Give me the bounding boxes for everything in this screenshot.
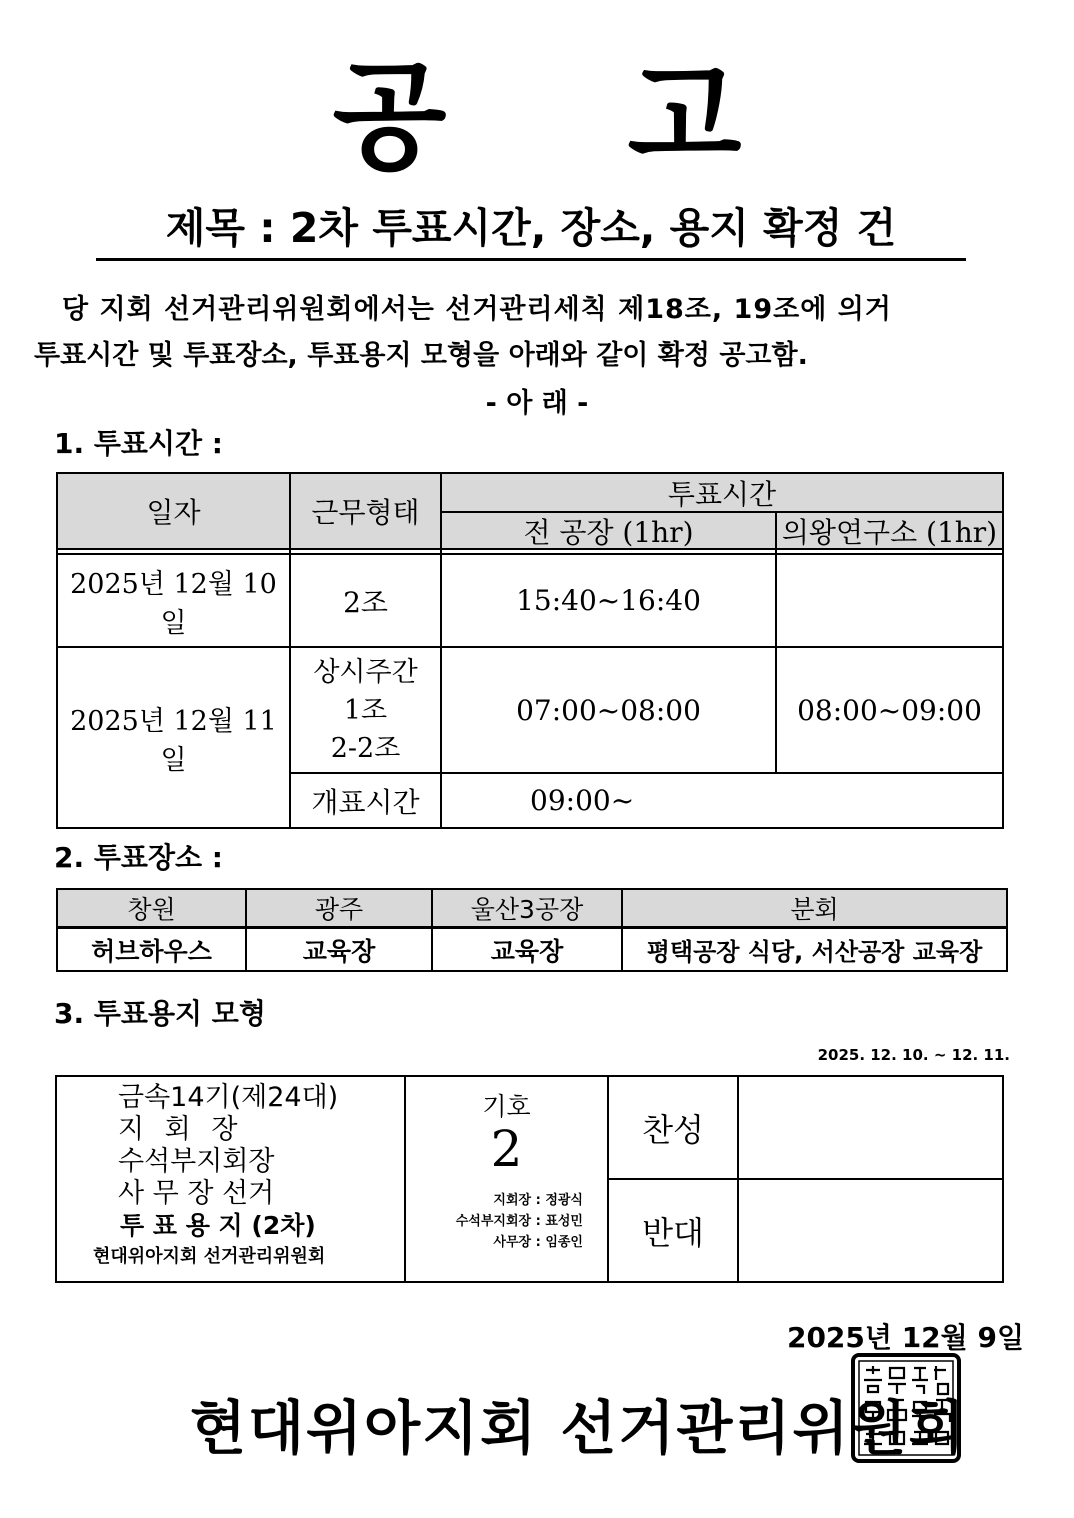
oppose-mark-box <box>739 1180 1002 1281</box>
header-uiwang-lab: 의왕연구소 (1hr) <box>781 515 998 549</box>
place-branch: 평택공장 식당, 서산공장 교육장 <box>646 938 983 966</box>
symbol-number: 2 <box>490 1120 523 1178</box>
place-changwon: 허브하우스 <box>91 936 212 966</box>
ballot-line5: 투 표 용 지 (2차) <box>120 1211 316 1240</box>
ballot-line2: 지 회 장 <box>118 1114 244 1145</box>
row2-shift-line2: 1조 <box>343 695 388 726</box>
intro-text-line1: 당 지회 선거관리위원회에서는 선거관리세칙 제18조, 19조에 의거 <box>62 294 892 325</box>
ballot-approve-label: 찬성 <box>642 1110 704 1149</box>
place-header-ulsan: 울산3공장 <box>470 895 584 924</box>
signature-date: 2025년 12월 9일 <box>786 1321 1024 1354</box>
section1-heading: 1. 투표시간 : <box>54 427 224 460</box>
header-shift: 근무형태 <box>311 496 420 529</box>
candidate-senior-vice: 수석부지회장 : 표성민 <box>455 1214 583 1229</box>
row2-shift-line3: 2-2조 <box>330 733 401 764</box>
ballot-title-block <box>68 1082 398 1272</box>
candidate-president: 지회장 : 정광식 <box>493 1193 583 1208</box>
row1-uiwang-time <box>777 555 1002 646</box>
row2-shift-line1: 상시주간 <box>313 657 418 688</box>
symbol-label: 기호 <box>482 1092 531 1121</box>
ballot-issuer: 현대위아지회 선거관리위원회 <box>93 1246 326 1267</box>
section3-heading: 3. 투표용지 모형 <box>54 997 266 1030</box>
below-label: - 아 래 - <box>485 388 589 419</box>
intro-text-line2: 투표시간 및 투표장소, 투표용지 모형을 아래와 같이 확정 공고함. <box>34 340 808 371</box>
ballot-line1: 금속14기(제24대) <box>118 1082 339 1113</box>
row1-shift: 2조 <box>343 585 388 619</box>
row1-date: 2025년 12월 10일 <box>70 568 277 639</box>
count-time: 09:00~ <box>530 784 635 817</box>
place-header-branch: 분회 <box>790 895 839 924</box>
notice-title: 공 고 <box>332 48 812 186</box>
ballot-line4: 사 무 장 선거 <box>118 1178 275 1209</box>
row2-date: 2025년 12월 11일 <box>70 705 277 776</box>
signature-organization: 현대위아지회 선거관리위원회 <box>190 1394 967 1462</box>
count-label: 개표시간 <box>311 785 420 819</box>
section2-heading: 2. 투표장소 : <box>54 841 224 874</box>
header-all-plants: 전 공장 (1hr) <box>523 515 694 549</box>
ballot-oppose-label: 반대 <box>642 1213 704 1252</box>
official-seal <box>850 1352 962 1464</box>
approve-mark-box <box>739 1077 1002 1178</box>
candidate-secretary: 사무장 : 임종인 <box>493 1235 583 1250</box>
place-header-changwon: 창원 <box>127 895 176 924</box>
place-header-gwangju: 광주 <box>314 895 364 924</box>
row2-uiwang-time: 08:00~09:00 <box>797 693 982 727</box>
ballot-line3: 수석부지회장 <box>118 1146 275 1177</box>
row2-shift <box>291 650 440 772</box>
row2-all-time: 07:00~08:00 <box>516 693 701 727</box>
row1-all-time: 15:40~16:40 <box>516 584 701 617</box>
place-ulsan: 교육장 <box>490 936 564 966</box>
notice-subject: 제목 : 2차 투표시간, 장소, 용지 확정 건 <box>96 198 966 261</box>
candidate-list <box>406 1190 583 1253</box>
ballot-period: 2025. 12. 10. ~ 12. 11. <box>817 1046 1010 1064</box>
header-voting-time: 투표시간 <box>667 477 777 511</box>
header-date: 일자 <box>146 496 201 529</box>
place-gwangju: 교육장 <box>302 936 376 966</box>
